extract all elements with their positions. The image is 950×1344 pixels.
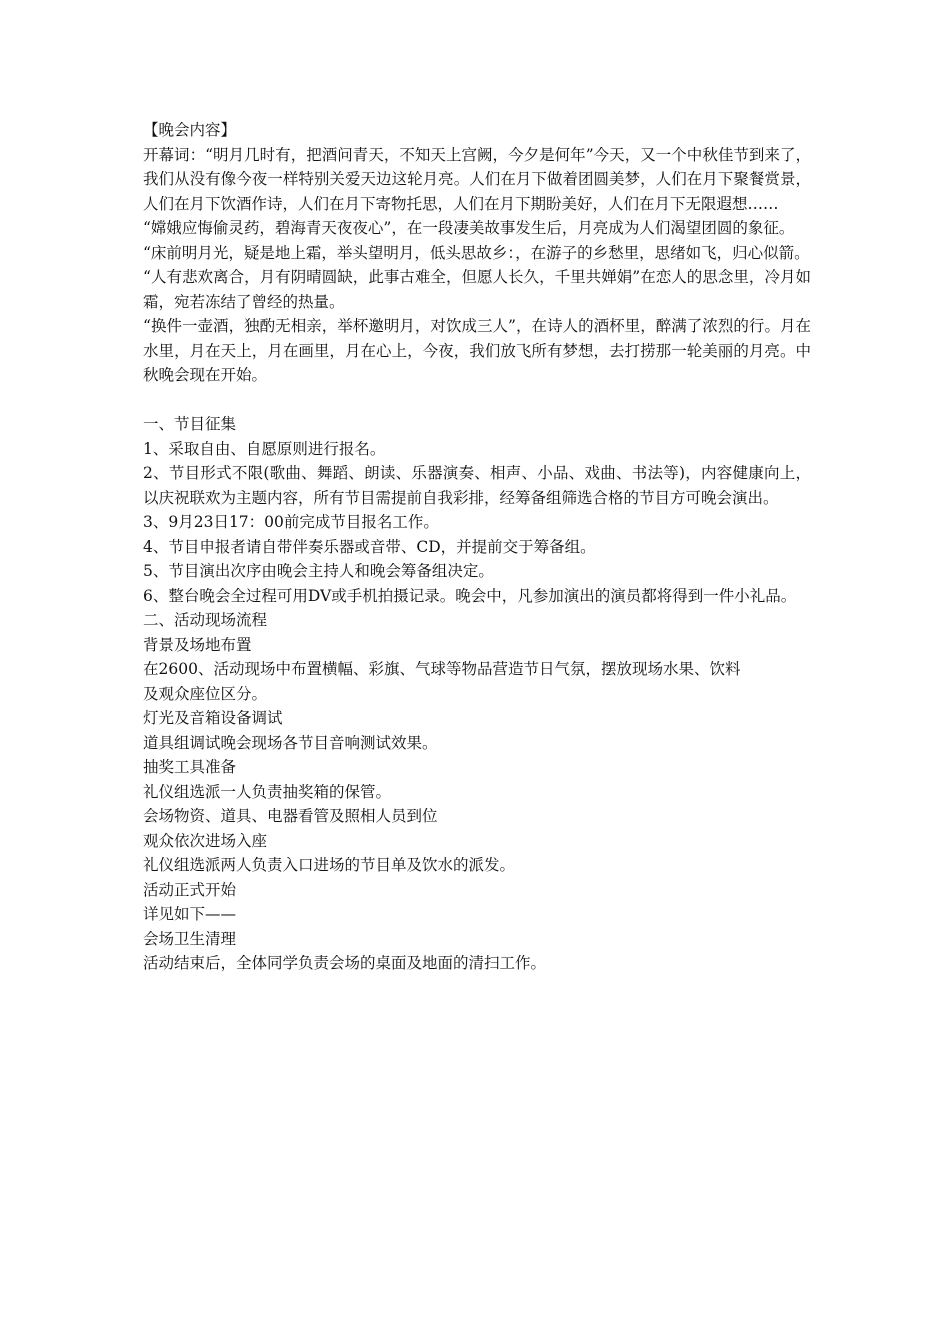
part1-item-1: 1、采取自由、自愿原则进行报名。 — [143, 439, 386, 458]
part2-title: 二、活动现场流程 — [143, 611, 268, 629]
part2-line-10: 礼仪组选派两人负责入口进场的节目单及饮水的派发。 — [143, 856, 516, 874]
part2-line-6: 抽奖工具准备 — [143, 758, 237, 776]
part2-line-2: 在2600、活动现场中布置横幅、彩旗、气球等物品营造节日气氛，摆放现场水果、饮料 — [143, 660, 741, 678]
part2-line-4: 灯光及音箱设备调试 — [143, 709, 283, 727]
part2-line-9: 观众依次进场入座 — [143, 831, 268, 850]
part2-line-14: 活动结束后，全体同学负责会场的桌面及地面的清扫工作。 — [143, 954, 547, 972]
part2-line-11: 活动正式开始 — [143, 880, 237, 899]
part2-line-3: 及观众座位区分。 — [143, 684, 268, 703]
part1-item-3: 3、9月23日17：00前完成节目报名工作。 — [143, 513, 439, 531]
part2-line-7: 礼仪组选派一人负责抽奖箱的保管。 — [143, 782, 392, 801]
part1-title: 一、节目征集 — [143, 415, 237, 433]
opening-paragraph-3: “床前明月光，疑是地上霜，举头望明月，低头思故乡：，在游子的乡愁里，思绪如飞，归心似箭。 — [143, 243, 810, 262]
document-page — [143, 118, 811, 976]
part2-line-12: 详见如下—— — [143, 905, 237, 923]
part1-item-4: 4、节目申报者请自带伴奏乐器或音带、CD，并提前交于筹备组。 — [143, 537, 596, 556]
part1-item-2: 2、节目形式不限(歌曲、舞蹈、朗读、乐器演奏、相声、小品、戏曲、书法等)，内容健康向上，以庆祝联欢为主题内容，所有节目需提前自我彩排，经筹备组筛选合格的节目方可晚会演出。 — [143, 464, 811, 507]
part2-line-13: 会场卫生清理 — [143, 929, 237, 948]
opening-paragraph-5: “换件一壶酒，独酌无相亲，举杯邀明月，对饮成三人”，在诗人的酒杯里，醉满了浓烈的行。月在水里，月在天上，月在画里，月在心上，今夜，我们放飞所有梦想，去打捞那一轮美丽的月亮。中秋晚会现在开始。 — [143, 317, 811, 384]
part1-item-5: 5、节目演出次序由晚会主持人和晚会筹备组决定。 — [143, 562, 494, 580]
spacer — [143, 388, 811, 413]
part2-line-8: 会场物资、道具、电器看管及照相人员到位 — [143, 807, 438, 825]
section-header: 【晚会内容】 — [143, 121, 237, 139]
part2-line-1: 背景及场地布置 — [143, 635, 252, 654]
opening-paragraph-4: “人有悲欢离合，月有阴晴圆缺，此事古难全，但愿人长久，千里共婵娟”在恋人的思念里，冷月如霜，宛若冻结了曾经的热量。 — [143, 268, 811, 311]
opening-paragraph-1: 开幕词：“明月几时有，把酒问青天，不知天上宫阙，今夕是何年”今天，又一个中秋佳节到来了，我们从没有像今夜一样特别关爱天边这轮月亮。人们在月下做着团圆美梦，人们在月下聚餐赏景，人们在月下饮酒作诗，人们在月下寄物托思，人们在月下期盼美好，人们在月下无限遐想…… — [143, 145, 811, 213]
part1-item-6: 6、整台晚会全过程可用DV或手机拍摄记录。晚会中，凡参加演出的演员都将得到一件小礼品。 — [143, 586, 797, 605]
part2-line-5: 道具组调试晚会现场各节目音响测试效果。 — [143, 733, 438, 752]
opening-paragraph-2: “嫦娥应悔偷灵药，碧海青天夜夜心”，在一段凄美故事发生后，月亮成为人们渴望团圆的象征。 — [143, 219, 795, 237]
